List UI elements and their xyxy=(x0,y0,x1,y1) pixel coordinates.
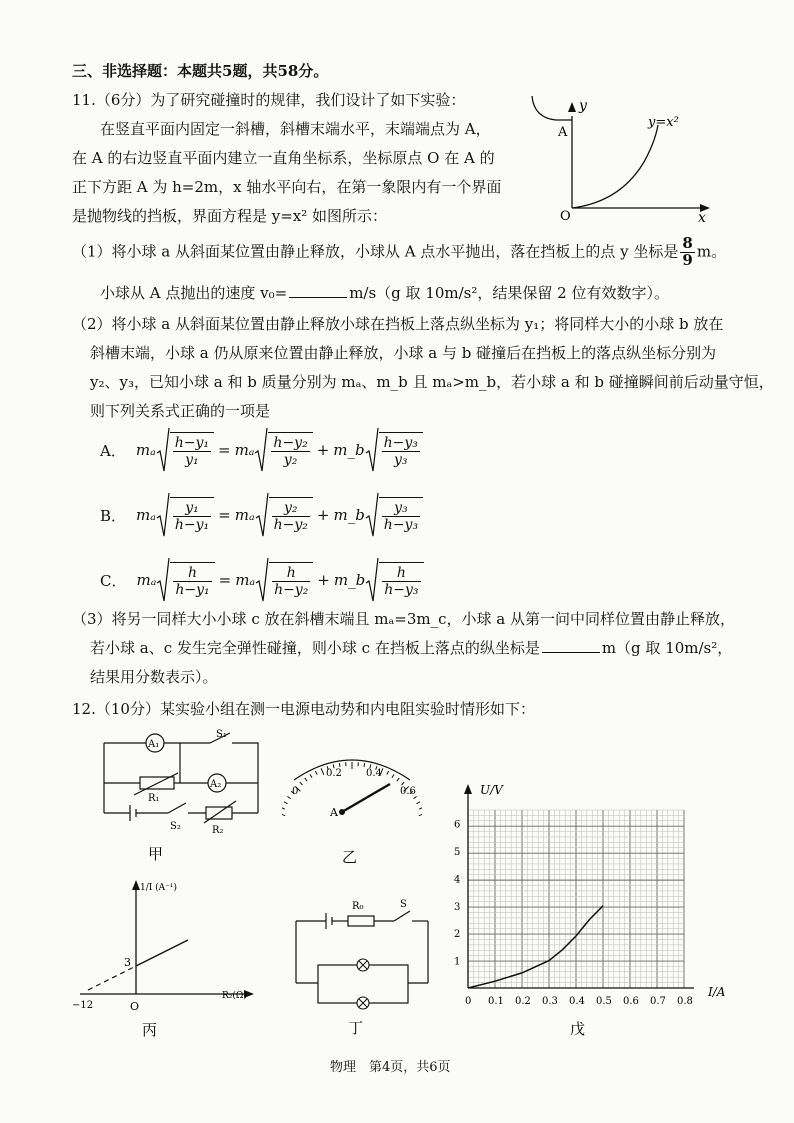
dial-tick-mark xyxy=(392,774,394,777)
dial-tick-mark xyxy=(300,782,303,785)
r2-label: R₂ xyxy=(212,825,224,836)
curve-equation-label: y=x² xyxy=(648,115,679,130)
option-b[interactable]: B． mₐ y₁ h−y₁ = mₐ y₂ h−y₂ + m_b y₃ h−y₃ xyxy=(100,492,423,538)
dial-tick-mark xyxy=(282,807,285,809)
wu-x-tick-label: 0.8 xyxy=(677,996,693,1007)
wu-x-label: I/A xyxy=(708,985,726,999)
r1-label: R₁ xyxy=(148,793,160,804)
wu-x-tick-label: 0 xyxy=(465,996,472,1007)
q11-part1-line-1: （1）将小球 a 从斜面某位置由静止释放，小球从 A 点水平抛出，落在挡板上的点 y 坐标是 $\frac{8}{9}$ m。 xyxy=(72,234,727,269)
wu-x-tick-label: 0.7 xyxy=(650,996,666,1007)
q11-part2-line-3: y₂、y₃，已知小球 a 和 b 质量分别为 mₐ、m_b 且 mₐ>m_b，若小球 a 和 b 碰撞瞬间前后动量守恒， xyxy=(90,373,774,391)
dial-tick-mark xyxy=(284,802,287,804)
option-c[interactable]: C． mₐ h h−y₁ = mₐ h h−y₂ + m_b h h−y₃ xyxy=(100,557,424,603)
r0-label: R₀ xyxy=(352,901,364,912)
q11-part2-line-2: 斜槽末端，小球 a 仍从原来位置由静止释放，小球 a 与 b 碰撞后在挡板上的落点纵坐标分别为 xyxy=(90,344,717,362)
section-title: 三、非选择题：本题共5题，共58分。 xyxy=(72,62,329,80)
y-axis-label: y xyxy=(579,98,587,114)
bing-x-label: R₂(Ω) xyxy=(222,991,247,1001)
dial-tick-mark xyxy=(364,763,365,767)
y-axis-arrow-icon xyxy=(568,102,576,112)
figure-wu-chart xyxy=(440,778,750,1043)
dial-tick-mark xyxy=(339,763,340,767)
q11-intro-line-2: 在 A 的右边竖直平面内建立一直角坐标系，坐标原点 O 在 A 的 xyxy=(72,149,495,167)
fig-jia-caption: 甲 xyxy=(148,845,164,863)
dial-tick-mark xyxy=(287,796,290,798)
wu-y-tick-label: 1 xyxy=(454,956,461,968)
needle-label: A xyxy=(330,806,338,819)
dial-tick-mark xyxy=(417,802,420,804)
q11-intro-line-3: 正下方距 A 为 h=2m，x 轴水平向右，在第一象限内有一个界面 xyxy=(72,178,502,196)
origin-label: O xyxy=(560,209,571,224)
bing-origin: O xyxy=(130,1000,140,1013)
q11-intro-line-1: 在竖直平面内固定一斜槽，斜槽末端水平，末端端点为 A， xyxy=(100,120,491,138)
dial-tick-mark xyxy=(282,813,285,815)
q11-intro-line-4: 是抛物线的挡板，界面方程是 y=x² 如图所示： xyxy=(72,207,388,225)
u-i-curve xyxy=(468,906,603,988)
q11-part3-line-2: 若小球 a、c 发生完全弹性碰撞，则小球 c 在挡板上落点的纵坐标是 m（g 取 10m/s²， xyxy=(90,639,733,657)
figure-yi-ammeter xyxy=(282,740,422,865)
s-label: S xyxy=(400,899,407,910)
wu-y-tick-label: 4 xyxy=(454,874,461,886)
page-footer: 物理 第4页，共6页 xyxy=(330,1060,451,1075)
dial-tick-mark xyxy=(402,782,405,785)
answer-blank-v0[interactable] xyxy=(289,283,347,298)
point-a-label: A xyxy=(558,125,568,140)
wu-y-tick-label: 5 xyxy=(454,847,461,859)
dial-tick-04: 0.4 xyxy=(366,768,382,779)
q11-part2-line-4: 则下列关系式正确的一项是 xyxy=(90,402,271,420)
q11-part1-line-2: 小球从 A 点抛出的速度 v₀= m/s（g 取 10m/s²，结果保留 2 位有效数字）。 xyxy=(100,284,669,302)
a1-label: A₁ xyxy=(148,739,160,750)
figure-bing-graph xyxy=(70,870,270,1040)
parabola-curve xyxy=(572,125,658,208)
figure-jia-circuit xyxy=(90,725,270,865)
dial-tick-mark xyxy=(321,768,324,774)
bing-line xyxy=(136,940,188,966)
bing-y-arrow-icon xyxy=(132,880,140,890)
q12-header: 12.（10分）某实验小组在测一电源电动势和内电阻实验时情形如下： xyxy=(72,700,535,718)
wu-x-tick-label: 0.5 xyxy=(596,996,612,1007)
bing-x-intercept: −12 xyxy=(72,1000,94,1011)
wu-x-tick-label: 0.2 xyxy=(515,996,531,1007)
wu-x-tick-label: 0.1 xyxy=(488,996,504,1007)
x-axis-label: x xyxy=(698,210,706,225)
bing-dashed-extension xyxy=(88,966,136,990)
fig-yi-caption: 乙 xyxy=(342,848,358,865)
wu-x-tick-label: 0.4 xyxy=(569,996,585,1007)
dial-tick-mark xyxy=(315,771,317,775)
q11-parabola-figure xyxy=(520,90,720,225)
option-a[interactable]: A． mₐ h−y₁ y₁ = mₐ h−y₂ y₂ + m_b h−y₃ y₃ xyxy=(100,427,423,473)
dial-tick-mark xyxy=(305,778,307,781)
fig-ding-caption: 丁 xyxy=(348,1019,364,1037)
wu-x-tick-label: 0.6 xyxy=(623,996,639,1007)
bing-y-intercept: 3 xyxy=(124,956,131,969)
meter-needle xyxy=(342,784,390,812)
wu-y-tick-label: 2 xyxy=(454,929,461,941)
dial-tick-0: 0 xyxy=(292,786,299,797)
q11-header: 11.（6分）为了研究碰撞时的规律，我们设计了如下实验： xyxy=(72,91,466,109)
a2-label: A₂ xyxy=(210,779,222,790)
slope-track xyxy=(532,96,572,120)
dial-tick-06: 0.6 xyxy=(400,786,416,797)
fig-wu-caption: 戊 xyxy=(570,1020,586,1038)
wu-y-arrow-icon xyxy=(464,784,472,794)
q11-part3-line-3: 结果用分数表示）。 xyxy=(90,668,218,686)
bing-y-label: 1/I (A⁻¹) xyxy=(140,883,178,893)
wu-y-tick-label: 6 xyxy=(454,819,461,831)
fig-bing-caption: 丙 xyxy=(142,1021,158,1039)
dial-tick-mark xyxy=(419,813,422,815)
dial-tick-mark xyxy=(387,771,389,775)
s2-label: S₂ xyxy=(170,821,181,832)
figure-ding-circuit xyxy=(290,895,440,1040)
answer-blank-c-coordinate[interactable] xyxy=(542,638,600,653)
wu-y-tick-label: 3 xyxy=(454,901,461,913)
wu-x-tick-label: 0.3 xyxy=(542,996,558,1007)
dial-tick-02: 0.2 xyxy=(326,768,342,779)
needle-pivot xyxy=(339,809,345,815)
dial-tick-mark xyxy=(419,807,422,809)
q11-part2-line-1: （2）将小球 a 从斜面某位置由静止释放小球在挡板上落点纵坐标为 y₁；将同样大小的小球 b 放在 xyxy=(72,315,724,333)
q11-part3-line-1: （3）将另一同样大小小球 c 放在斜槽末端且 mₐ=3m_c，小球 a 从第一问中同样位置由静止释放， xyxy=(72,610,735,628)
dial-tick-mark xyxy=(397,778,399,781)
dial-tick-mark xyxy=(310,774,312,777)
wu-y-label: U/V xyxy=(480,783,503,797)
s1-label: S₁ xyxy=(216,729,227,740)
fraction-8-9: $\frac{8}{9}$ xyxy=(682,234,693,269)
